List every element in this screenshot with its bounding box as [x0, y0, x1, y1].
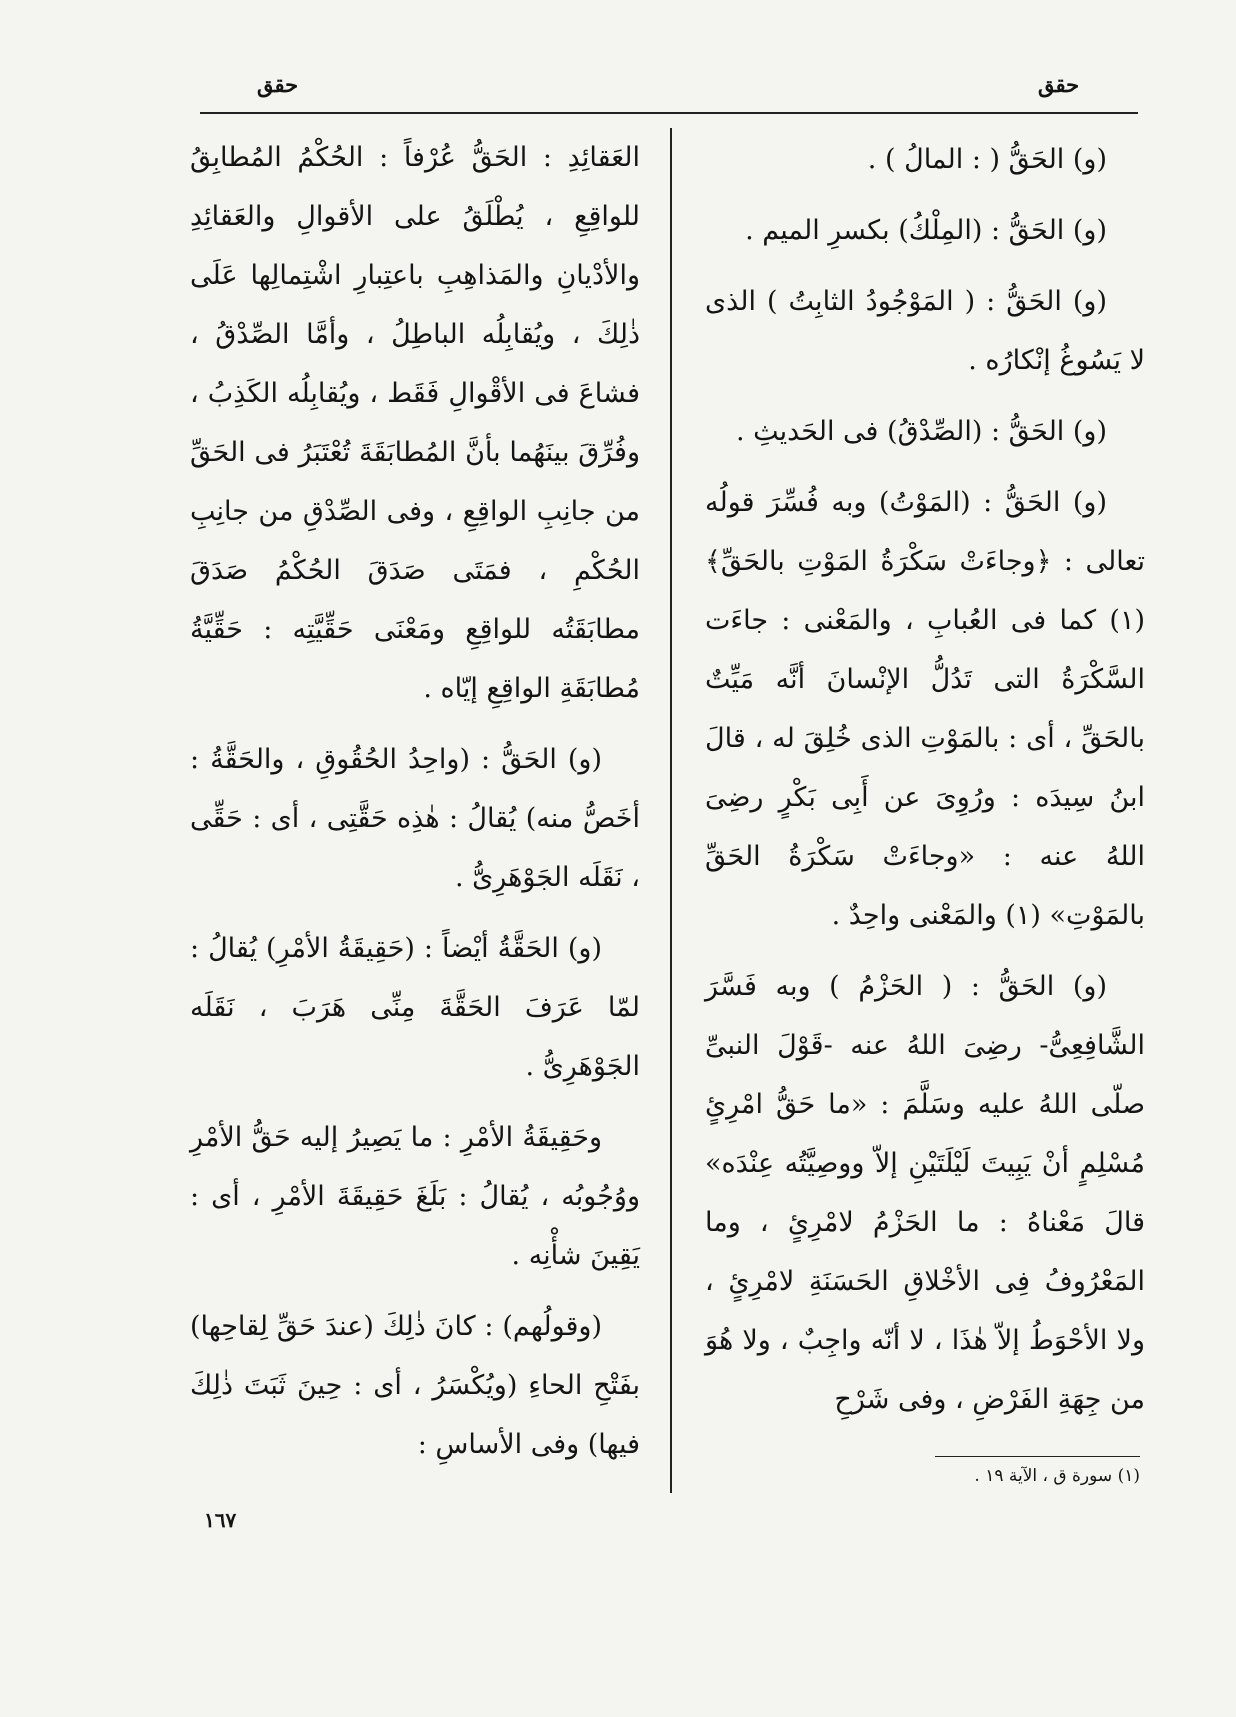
- running-headword-left: حقق: [257, 72, 299, 97]
- footnote-rule: [935, 1456, 1140, 1457]
- entry-paragraph: (و) الحَقُّ : (الصِّدْقُ) فى الحَديثِ .: [735, 416, 1107, 447]
- column-divider: [670, 128, 672, 1493]
- entry-paragraph: العَقائِدِ : الحَقُّ عُرْفاً : الحُكْمُ المُطابِقُ للواقِعِ ، يُطْلَقُ على الأقوالِ والعَقائِدِ والأدْيانِ والمَذاهِبِ باعتِبارِ اشْتِمالِها عَلَى ذٰلِكَ ، ويُقابِلُه الباطِلُ ، وأمَّا الصِّدْقُ ، فشاعَ فى الأقْوالِ فَقَط ، ويُقابِلُه الكَذِبُ ، وفُرِّقَ بينَهُما بأنَّ المُطابَقَةَ تُعْتَبَرُ فى الحَقِّ من جانِبِ الواقِعِ ، وفى الصِّدْقِ من جانِبِ الحُكْمِ ، فمَتَى صَدَقَ الحُكْمُ صَدَقَ مطابَقَتُه للواقِعِ ومَعْنَى حَقِّيَّتِه : حَقِّيَّةُ مُطابَقَةِ الواقِعِ إيّاه .: [190, 142, 640, 704]
- entry-paragraph: (و) الحَقُّ : (المَوْتُ) وبه فُسِّرَ قولُه تعالى : ﴿وجاءَتْ سَكْرَةُ المَوْتِ بالحَقِّ﴾ (١) كما فى العُبابِ ، والمَعْنى : جاءَت السَّكْرَةُ التى تَدُلُّ الإنْسانَ أنَّه مَيِّتٌ بالحَقِّ ، أى : بالمَوْتِ الذى خُلِقَ له ، قالَ ابنُ سِيدَه : ورُوِىَ عن أَبِى بَكْرٍ رضِىَ اللهُ عنه : «وجاءَتْ سَكْرَةُ الحَقِّ بالمَوْتِ» (١) والمَعْنى واحِدٌ .: [705, 487, 1145, 931]
- entry-paragraph: (و) الحَقُّ ( : المالُ ) .: [867, 144, 1107, 175]
- right-column: [705, 130, 1145, 1441]
- left-column: [190, 128, 640, 1486]
- entry-paragraph: (و) الحَقَّةُ أيْضاً : (حَقِيقَةُ الأمْرِ) يُقالُ : لمّا عَرَفَ الحَقَّةَ مِنِّى هَرَبَ ، نَقَلَه الجَوْهَرِىُّ .: [190, 933, 640, 1082]
- header-rule: [200, 112, 1138, 114]
- entry-paragraph: (و) الحَقُّ : (واحِدُ الحُقُوقِ ، والحَقَّةُ : أخَصُّ منه) يُقالُ : هٰذِه حَقَّتِى ، أى : حَقِّى ، نَقَلَه الجَوْهَرِىُّ .: [190, 744, 640, 893]
- entry-paragraph: وحَقِيقَةُ الأمْرِ : ما يَصِيرُ إليه حَقُّ الأمْرِ ووُجُوبُه ، يُقالُ : بَلَغَ حَقِيقَةَ الأمْرِ ، أى : يَقِينَ شأْنِه .: [190, 1122, 640, 1271]
- entry-paragraph: (و) الحَقُّ : ( الحَزْمُ ) وبه فَسَّرَ الشَّافِعِىُّ- رضِىَ اللهُ عنه -قَوْلَ النبىِّ صلّى اللهُ عليه وسَلَّمَ : «ما حَقُّ امْرِئٍ مُسْلِمٍ أنْ يَبِيتَ لَيْلَتَيْنِ إلاّ ووصِيَّتُه عِنْدَه» قالَ مَعْناهُ : ما الحَزْمُ لامْرِئٍ ، وما المَعْرُوفُ فِى الأخْلاقِ الحَسَنَةِ لامْرِئٍ ، ولا الأحْوَطُ إلاّ هٰذَا ، لا أنّه واجِبٌ ، ولا هُوَ من جِهَةِ الفَرْضِ ، وفى شَرْحِ: [705, 971, 1145, 1415]
- running-headword-right: حقق: [1038, 72, 1080, 97]
- page-number: ١٦٧: [204, 1508, 237, 1532]
- entry-paragraph: (و) الحَقُّ : (المِلْكُ) بكسرِ الميم .: [745, 215, 1107, 246]
- footnote: (١) سورة ق ، الآية ١٩ .: [974, 1466, 1140, 1486]
- entry-paragraph: (و) الحَقُّ : ( المَوْجُودُ الثابِتُ ) الذى لا يَسُوغُ إنْكارُه .: [705, 286, 1145, 376]
- entry-paragraph: (وقولُهم) : كانَ ذٰلِكَ (عندَ حَقِّ لِقاحِها) بفَتْحِ الحاءِ (ويُكْسَرُ ، أى : حِينَ ثَبَتَ ذٰلِكَ فيها) وفى الأساسِ :: [190, 1311, 640, 1460]
